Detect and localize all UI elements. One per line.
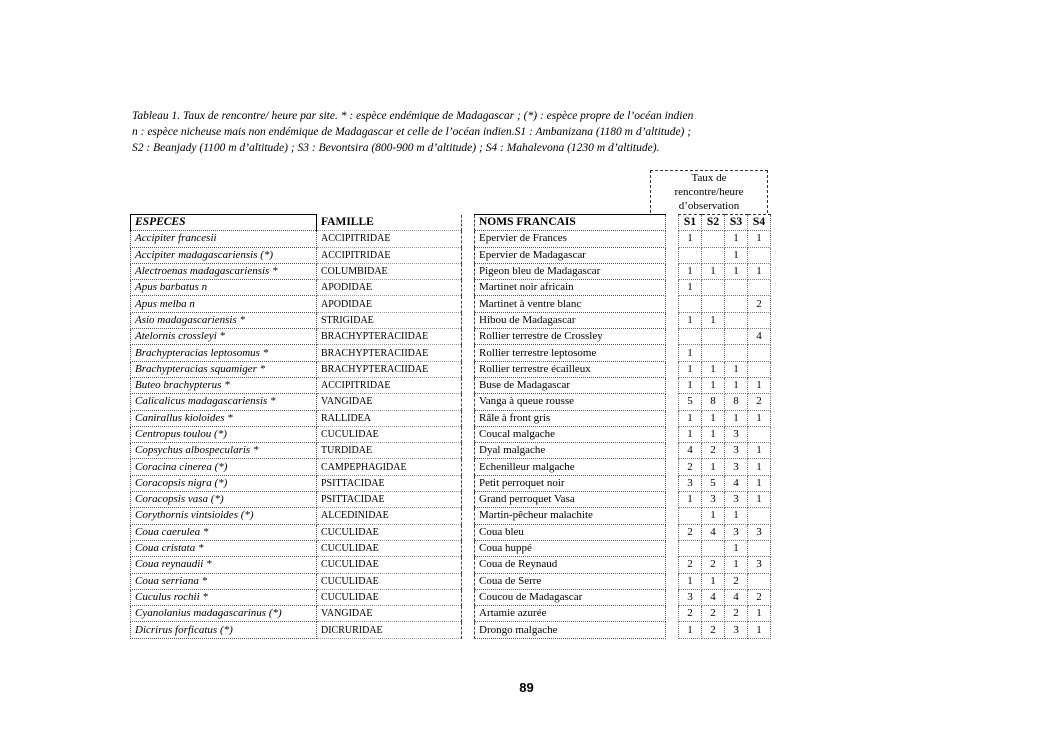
- species-name: Dicrirus forficatus (*): [131, 622, 317, 638]
- rate-s2: 3: [702, 492, 725, 508]
- header-s2: S2: [702, 215, 725, 231]
- species-name: Cuculus rochii *: [131, 589, 317, 605]
- rate-s3: [725, 296, 748, 312]
- family-name: BRACHYPTERACIIDAE: [317, 345, 462, 361]
- table-row: [131, 312, 771, 328]
- rate-s3: 1: [725, 247, 748, 263]
- table-row: [131, 263, 771, 279]
- rate-header-box: [650, 170, 768, 213]
- table-row: [131, 231, 771, 247]
- family-name: ACCIPITRIDAE: [317, 247, 462, 263]
- species-name: Coracopsis vasa (*): [131, 492, 317, 508]
- header-s4: S4: [748, 215, 771, 231]
- rate-s2: [702, 247, 725, 263]
- table-row: [131, 475, 771, 491]
- rate-s2: 2: [702, 557, 725, 573]
- family-name: APODIDAE: [317, 280, 462, 296]
- rate-s4: 1: [748, 443, 771, 459]
- table-row: [131, 540, 771, 556]
- french-name: Hibou de Madagascar: [475, 312, 666, 328]
- rate-s1: 3: [679, 475, 702, 491]
- rate-s4: [748, 508, 771, 524]
- species-name: Corythornis vintsioides (*): [131, 508, 317, 524]
- species-name: Atelornis crossleyi *: [131, 329, 317, 345]
- rate-s2: [702, 231, 725, 247]
- rate-s3: 3: [725, 524, 748, 540]
- rate-s2: 8: [702, 394, 725, 410]
- family-name: PSITTACIDAE: [317, 492, 462, 508]
- table-row: [131, 459, 771, 475]
- family-name: BRACHYPTERACIIDAE: [317, 361, 462, 377]
- rate-s4: [748, 426, 771, 442]
- rate-s1: [679, 247, 702, 263]
- species-name: Apus barbatus n: [131, 280, 317, 296]
- family-name: PSITTACIDAE: [317, 475, 462, 491]
- table-row: [131, 492, 771, 508]
- family-name: BRACHYPTERACIIDAE: [317, 329, 462, 345]
- french-name: Grand perroquet Vasa: [475, 492, 666, 508]
- species-name: Cyanolanius madagascarinus (*): [131, 606, 317, 622]
- rate-s3: 1: [725, 557, 748, 573]
- rate-s2: 4: [702, 524, 725, 540]
- species-name: Copsychus albospecularis *: [131, 443, 317, 459]
- family-name: CUCULIDAE: [317, 557, 462, 573]
- rate-s4: [748, 540, 771, 556]
- table-row: [131, 622, 771, 638]
- rate-s2: 2: [702, 622, 725, 638]
- rate-s4: 1: [748, 606, 771, 622]
- rate-s3: 1: [725, 377, 748, 393]
- rate-s2: 2: [702, 606, 725, 622]
- rate-s3: 2: [725, 606, 748, 622]
- table-row: [131, 508, 771, 524]
- rate-s4: [748, 312, 771, 328]
- rate-s2: 1: [702, 459, 725, 475]
- french-name: Coua de Serre: [475, 573, 666, 589]
- species-name: Coua cristata *: [131, 540, 317, 556]
- rate-s1: 1: [679, 361, 702, 377]
- rate-s3: 4: [725, 589, 748, 605]
- french-name: Epervier de Madagascar: [475, 247, 666, 263]
- rate-s4: [748, 280, 771, 296]
- table-row: [131, 280, 771, 296]
- rate-s4: 2: [748, 589, 771, 605]
- rate-s4: 1: [748, 475, 771, 491]
- french-name: Buse de Madagascar: [475, 377, 666, 393]
- table-row: [131, 573, 771, 589]
- family-name: TURDIDAE: [317, 443, 462, 459]
- species-table-body: [131, 231, 771, 638]
- french-name: Coua bleu: [475, 524, 666, 540]
- rate-s2: 1: [702, 377, 725, 393]
- rate-s2: 1: [702, 263, 725, 279]
- family-name: CUCULIDAE: [317, 426, 462, 442]
- rate-s1: 1: [679, 622, 702, 638]
- rate-s2: 1: [702, 573, 725, 589]
- rate-s3: 1: [725, 231, 748, 247]
- family-name: COLUMBIDAE: [317, 263, 462, 279]
- rate-s4: 3: [748, 524, 771, 540]
- french-name: Artamie azurée: [475, 606, 666, 622]
- table-row: [131, 345, 771, 361]
- caption-line-1: Tableau 1. Taux de rencontre/ heure par site. * : espèce endémique de Madagascar ; (*) : espèce propre de l’océan indien: [132, 110, 694, 122]
- table-caption: [132, 108, 812, 156]
- rate-s1: 2: [679, 459, 702, 475]
- family-name: CUCULIDAE: [317, 589, 462, 605]
- species-name: Canirallus kioloides *: [131, 410, 317, 426]
- rate-s4: 4: [748, 329, 771, 345]
- rate-s4: 1: [748, 410, 771, 426]
- species-name: Coua serriana *: [131, 573, 317, 589]
- rate-s1: 1: [679, 231, 702, 247]
- rate-header-line-2: rencontre/heure: [674, 186, 744, 198]
- rate-s2: [702, 296, 725, 312]
- table-row: [131, 557, 771, 573]
- species-name: Apus melba n: [131, 296, 317, 312]
- rate-s2: [702, 540, 725, 556]
- rate-s1: 2: [679, 524, 702, 540]
- rate-s2: 1: [702, 361, 725, 377]
- rate-s4: [748, 361, 771, 377]
- table-row: [131, 443, 771, 459]
- french-name: Coucou de Madagascar: [475, 589, 666, 605]
- rate-s2: 1: [702, 508, 725, 524]
- rate-header-line-1: Taux de: [691, 172, 727, 184]
- rate-s3: 1: [725, 508, 748, 524]
- rate-s4: 1: [748, 377, 771, 393]
- species-name: Coracina cinerea (*): [131, 459, 317, 475]
- table-header-row: [131, 215, 771, 231]
- rate-s1: 1: [679, 426, 702, 442]
- rate-s2: [702, 345, 725, 361]
- french-name: Coua de Reynaud: [475, 557, 666, 573]
- french-name: Dyal malgache: [475, 443, 666, 459]
- header-noms-francais: NOMS FRANCAIS: [475, 215, 666, 231]
- species-name: Alectroenas madagascariensis *: [131, 263, 317, 279]
- family-name: RALLIDEA: [317, 410, 462, 426]
- table-row: [131, 296, 771, 312]
- rate-s1: 1: [679, 410, 702, 426]
- family-name: DICRURIDAE: [317, 622, 462, 638]
- rate-s4: 1: [748, 231, 771, 247]
- rate-s4: 1: [748, 622, 771, 638]
- french-name: Martinet noir africain: [475, 280, 666, 296]
- header-famille: FAMILLE: [317, 215, 462, 231]
- table-row: [131, 329, 771, 345]
- rate-s1: 2: [679, 557, 702, 573]
- rate-s4: [748, 345, 771, 361]
- rate-s3: 3: [725, 426, 748, 442]
- table-row: [131, 410, 771, 426]
- rate-s1: 4: [679, 443, 702, 459]
- family-name: CUCULIDAE: [317, 573, 462, 589]
- french-name: Rollier terrestre leptosome: [475, 345, 666, 361]
- species-name: Coua caerulea *: [131, 524, 317, 540]
- rate-s2: [702, 280, 725, 296]
- rate-s1: 1: [679, 377, 702, 393]
- rate-s4: 1: [748, 263, 771, 279]
- rate-s2: 2: [702, 443, 725, 459]
- rate-s1: 1: [679, 263, 702, 279]
- species-name: Accipiter madagascariensis (*): [131, 247, 317, 263]
- species-name: Coracopsis nigra (*): [131, 475, 317, 491]
- french-name: Drongo malgache: [475, 622, 666, 638]
- rate-s3: 3: [725, 492, 748, 508]
- family-name: VANGIDAE: [317, 606, 462, 622]
- table-row: [131, 361, 771, 377]
- french-name: Vanga à queue rousse: [475, 394, 666, 410]
- french-name: Rollier terrestre de Crossley: [475, 329, 666, 345]
- rate-s1: 1: [679, 492, 702, 508]
- french-name: Coucal malgache: [475, 426, 666, 442]
- family-name: ACCIPITRIDAE: [317, 231, 462, 247]
- rate-s3: [725, 312, 748, 328]
- rate-s2: 1: [702, 410, 725, 426]
- rate-s4: 1: [748, 492, 771, 508]
- rate-s4: 1: [748, 459, 771, 475]
- french-name: Echenilleur malgache: [475, 459, 666, 475]
- caption-line-3: S2 : Beanjady (1100 m d’altitude) ; S3 : Bevontsira (800-900 m d’altitude) ; S4 : Mahalevona (1230 m d’altitude).: [132, 142, 660, 154]
- species-table: [130, 214, 771, 639]
- rate-s3: 3: [725, 443, 748, 459]
- french-name: Epervier de Frances: [475, 231, 666, 247]
- table-row: [131, 606, 771, 622]
- family-name: CAMPEPHAGIDAE: [317, 459, 462, 475]
- rate-s2: 4: [702, 589, 725, 605]
- rate-s1: [679, 296, 702, 312]
- rate-s1: 1: [679, 345, 702, 361]
- rate-s4: 2: [748, 394, 771, 410]
- table-row: [131, 524, 771, 540]
- rate-s3: 1: [725, 410, 748, 426]
- rate-header-line-3: d’observation: [678, 200, 740, 212]
- table-row: [131, 394, 771, 410]
- family-name: VANGIDAE: [317, 394, 462, 410]
- rate-s4: [748, 573, 771, 589]
- french-name: Martin-pêcheur malachite: [475, 508, 666, 524]
- rate-s3: 2: [725, 573, 748, 589]
- rate-s1: [679, 540, 702, 556]
- family-name: STRIGIDAE: [317, 312, 462, 328]
- species-name: Brachypteracias squamiger *: [131, 361, 317, 377]
- family-name: ALCEDINIDAE: [317, 508, 462, 524]
- rate-s2: 5: [702, 475, 725, 491]
- rate-s3: 1: [725, 361, 748, 377]
- caption-line-2: n : espèce nicheuse mais non endémique de Madagascar et celle de l’océan indien.S1 : Ambanizana (1180 m d’altitude) ;: [132, 126, 692, 138]
- family-name: CUCULIDAE: [317, 524, 462, 540]
- rate-s1: 1: [679, 312, 702, 328]
- rate-s1: 1: [679, 280, 702, 296]
- species-name: Buteo brachypterus *: [131, 377, 317, 393]
- rate-s1: 3: [679, 589, 702, 605]
- rate-s3: [725, 345, 748, 361]
- table-row: [131, 247, 771, 263]
- rate-s3: 3: [725, 459, 748, 475]
- french-name: Râle à front gris: [475, 410, 666, 426]
- species-name: Brachypteracias leptosomus *: [131, 345, 317, 361]
- header-s3: S3: [725, 215, 748, 231]
- rate-s3: [725, 280, 748, 296]
- rate-s1: 5: [679, 394, 702, 410]
- rate-s4: 2: [748, 296, 771, 312]
- family-name: APODIDAE: [317, 296, 462, 312]
- rate-s3: [725, 329, 748, 345]
- rate-s3: 1: [725, 263, 748, 279]
- species-name: Calicalicus madagascariensis *: [131, 394, 317, 410]
- page-number: 89: [519, 680, 534, 695]
- french-name: Petit perroquet noir: [475, 475, 666, 491]
- header-especes: ESPECES: [131, 215, 317, 231]
- french-name: Martinet à ventre blanc: [475, 296, 666, 312]
- table-row: [131, 426, 771, 442]
- species-name: Accipiter francesii: [131, 231, 317, 247]
- rate-s1: 1: [679, 573, 702, 589]
- rate-s2: [702, 329, 725, 345]
- french-name: Pigeon bleu de Madagascar: [475, 263, 666, 279]
- species-name: Coua reynaudii *: [131, 557, 317, 573]
- rate-s1: 2: [679, 606, 702, 622]
- rate-s1: [679, 329, 702, 345]
- rate-s2: 1: [702, 426, 725, 442]
- rate-s1: [679, 508, 702, 524]
- rate-s3: 3: [725, 622, 748, 638]
- french-name: Coua huppé: [475, 540, 666, 556]
- rate-s2: 1: [702, 312, 725, 328]
- species-name: Asio madagascariensis *: [131, 312, 317, 328]
- rate-s3: 4: [725, 475, 748, 491]
- table-row: [131, 589, 771, 605]
- rate-s3: 8: [725, 394, 748, 410]
- table-row: [131, 377, 771, 393]
- family-name: CUCULIDAE: [317, 540, 462, 556]
- family-name: ACCIPITRIDAE: [317, 377, 462, 393]
- species-name: Centropus toulou (*): [131, 426, 317, 442]
- header-s1: S1: [679, 215, 702, 231]
- french-name: Rollier terrestre écailleux: [475, 361, 666, 377]
- rate-s3: 1: [725, 540, 748, 556]
- rate-s4: [748, 247, 771, 263]
- rate-s4: 3: [748, 557, 771, 573]
